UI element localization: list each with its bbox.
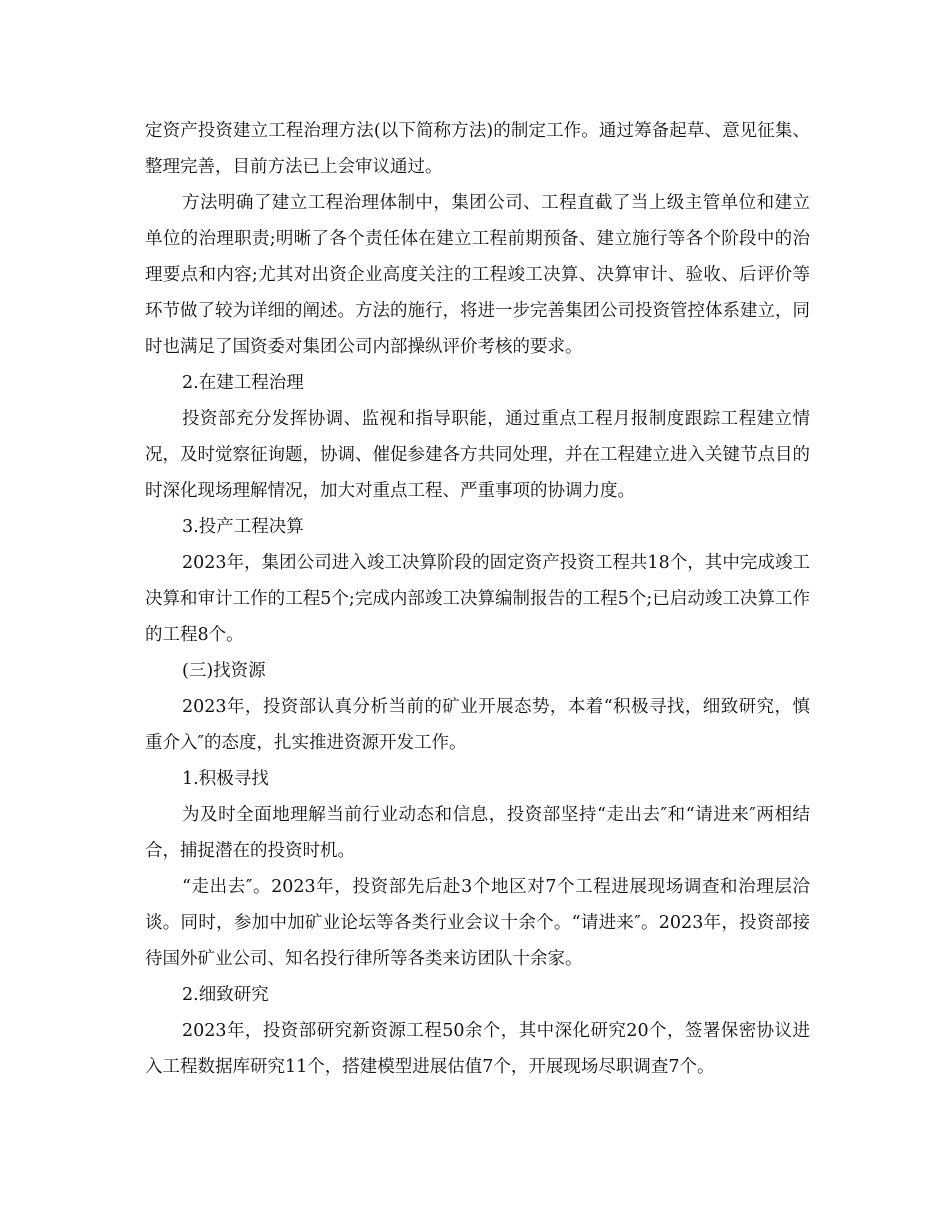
- heading-active-search: 1.积极寻找: [182, 769, 269, 789]
- paragraph-active-search: 为及时全面地理解当前行业动态和信息，投资部坚持“走出去″和“请进来″两相结合，捕捉潜在的投资时机。: [145, 805, 810, 861]
- paragraph-construction-management: 投资部充分发挥协调、监视和指导职能，通过重点工程月报制度跟踪工程建立情况，及时觉察征询题，协调、催促参建各方共同处理，并在工程建立进入关键节点目的时深化现场理解情况，加大对重点工程、严重事项的协调力度。: [145, 409, 810, 501]
- heading-final-accounts: 3.投产工程决算: [182, 517, 304, 537]
- paragraph-continuation: 定资产投资建立工程治理方法(以下简称方法)的制定工作。通过筹备起草、意见征集、整理完善，目前方法已上会审议通过。: [145, 121, 810, 177]
- document-body: [145, 113, 810, 1085]
- paragraph-method-description: 方法明确了建立工程治理体制中，集团公司、工程直截了当上级主管单位和建立单位的治理职责;明晰了各个责任体在建立工程前期预备、建立施行等各个阶段中的治理要点和内容;尤其对出资企业高度关注的工程竣工决算、决算审计、验收、后评价等环节做了较为详细的阐述。方法的施行，将进一步完善集团公司投资管控体系建立，同时也满足了国资委对集团公司内部操纵评价考核的要求。: [145, 193, 810, 357]
- heading-detailed-research: 2.细致研究: [182, 985, 269, 1005]
- heading-projects-under-construction: 2.在建工程治理: [182, 373, 304, 393]
- paragraph-final-accounts: 2023年，集团公司进入竣工决算阶段的固定资产投资工程共18个，其中完成竣工决算和审计工作的工程5个;完成内部竣工决算编制报告的工程5个;已启动竣工决算工作的工程8个。: [145, 553, 810, 645]
- heading-finding-resources: (三)找资源: [182, 661, 266, 681]
- paragraph-resource-overview: 2023年，投资部认真分析当前的矿业开展态势，本着“积极寻找，细致研究，慎重介入″的态度，扎实推进资源开发工作。: [145, 697, 810, 753]
- paragraph-detailed-research: 2023年，投资部研究新资源工程50余个，其中深化研究20个，签署保密协议进入工程数据库研究11个，搭建模型进展估值7个，开展现场尽职调查7个。: [145, 1021, 810, 1077]
- paragraph-go-out-invite-in: “走出去″。2023年，投资部先后赴3个地区对7个工程进展现场调查和治理层洽谈。同时，参加中加矿业论坛等各类行业会议十余个。“请进来″。2023年，投资部接待国外矿业公司、知名投行律所等各类来访团队十余家。: [145, 877, 810, 969]
